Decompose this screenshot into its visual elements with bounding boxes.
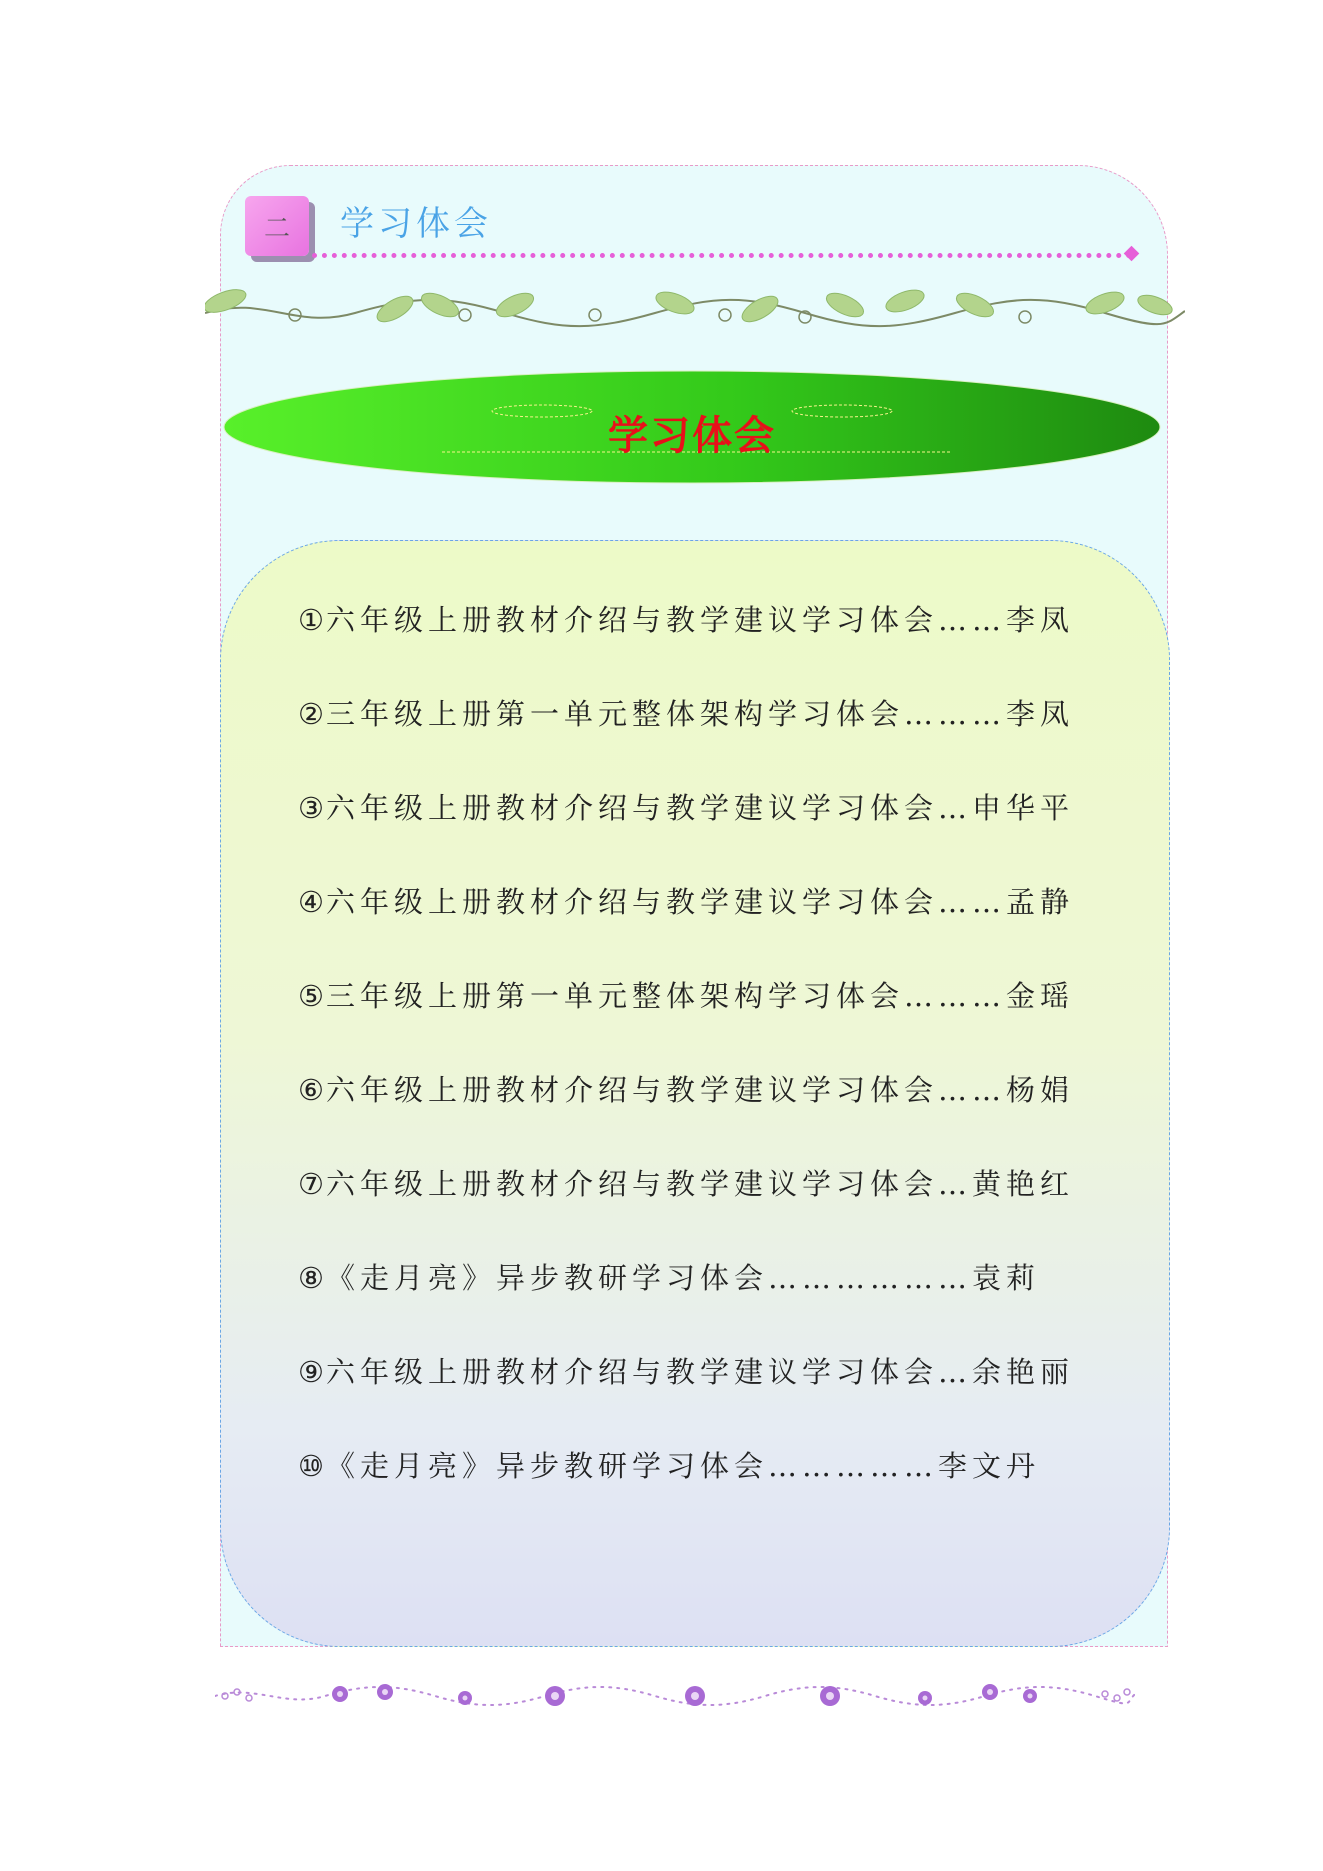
item-number: ⑩ <box>298 1449 324 1483</box>
title-banner <box>222 368 1162 486</box>
item-number: ④ <box>298 885 324 919</box>
item-number: ③ <box>298 791 324 825</box>
toc-list <box>298 598 1098 1538</box>
item-text: 六年级上册教材介绍与教学建议学习体会……李凤 <box>326 603 1075 637</box>
item-number: ⑥ <box>298 1073 324 1107</box>
toc-item[interactable] <box>298 1068 1098 1162</box>
item-number: ② <box>298 697 324 731</box>
toc-item[interactable] <box>298 598 1098 692</box>
item-number: ⑨ <box>298 1355 324 1389</box>
section-number-badge <box>245 196 309 256</box>
item-text: 六年级上册教材介绍与教学建议学习体会……孟静 <box>326 885 1075 919</box>
toc-item[interactable] <box>298 1444 1098 1538</box>
item-text: 六年级上册教材介绍与教学建议学习体会…余艳丽 <box>326 1355 1075 1389</box>
toc-item[interactable] <box>298 1350 1098 1444</box>
toc-item[interactable] <box>298 1256 1098 1350</box>
item-number: ① <box>298 603 324 637</box>
item-text: 三年级上册第一单元整体架构学习体会………李凤 <box>326 697 1075 731</box>
item-text: 六年级上册教材介绍与教学建议学习体会…黄艳红 <box>326 1167 1075 1201</box>
leaf-vine-icon <box>205 285 1185 335</box>
toc-item[interactable] <box>298 692 1098 786</box>
item-number: ⑧ <box>298 1261 324 1295</box>
item-text: 六年级上册教材介绍与教学建议学习体会……杨娟 <box>326 1073 1075 1107</box>
item-text: 《走月亮》异步教研学习体会……………李文丹 <box>326 1449 1041 1483</box>
section-title: 学习体会 <box>340 204 492 244</box>
item-number: ⑤ <box>298 979 324 1013</box>
toc-item[interactable] <box>298 1162 1098 1256</box>
flower-strip-icon <box>215 1674 1135 1714</box>
toc-item[interactable] <box>298 786 1098 880</box>
dotted-divider <box>312 253 1132 258</box>
toc-item[interactable] <box>298 880 1098 974</box>
item-text: 三年级上册第一单元整体架构学习体会………金瑶 <box>326 979 1075 1013</box>
banner-title: 学习体会 <box>608 413 776 459</box>
toc-item[interactable] <box>298 974 1098 1068</box>
item-text: 《走月亮》异步教研学习体会………………袁莉 <box>326 1261 1041 1295</box>
section-number: 二 <box>263 213 290 244</box>
item-number: ⑦ <box>298 1167 324 1201</box>
item-text: 六年级上册教材介绍与教学建议学习体会…申华平 <box>326 791 1075 825</box>
